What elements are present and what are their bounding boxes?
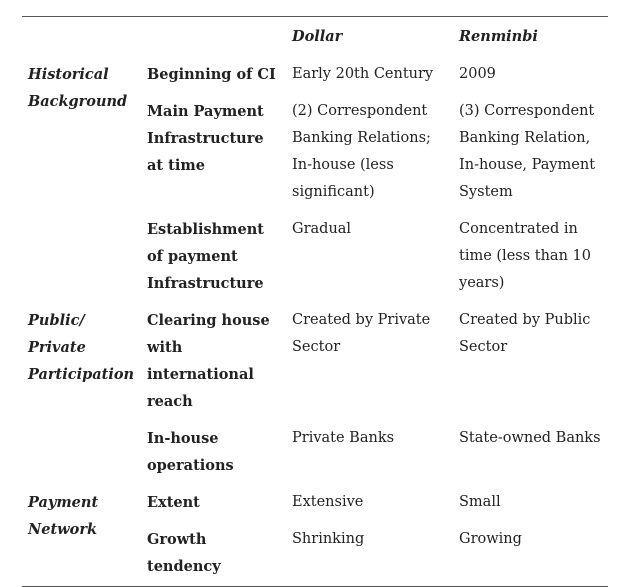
attribute-cell: Clearing house with international reach [147, 312, 270, 410]
comparison-table-container [22, 16, 608, 587]
attribute-cell: In-house operations [147, 430, 234, 474]
attribute-cell: Establishment of payment Infrastructure [147, 221, 264, 292]
header-row [22, 17, 608, 61]
renminbi-cell: (3) Correspondent Banking Relation, In-house, Payment System [459, 103, 596, 200]
renminbi-cell: Growing [459, 531, 522, 547]
dollar-cell: Extensive [292, 494, 364, 510]
dollar-cell: Early 20th Century [292, 66, 434, 82]
table-row [22, 307, 608, 425]
dollar-cell: Gradual [292, 221, 352, 237]
group-label-public-private-participation: Public/ Private Participation [28, 312, 135, 383]
renminbi-cell: Concentrated in time (less than 10 years) [459, 221, 591, 291]
renminbi-cell: State-owned Banks [459, 430, 601, 446]
dollar-cell: Created by Private Sector [292, 312, 431, 355]
dollar-cell: (2) Correspondent Banking Relations; In-house (less significant) [292, 103, 431, 200]
attribute-cell: Beginning of CI [147, 66, 276, 83]
renminbi-cell: Small [459, 494, 501, 510]
dollar-cell: Private Banks [292, 430, 395, 446]
attribute-cell: Main Payment Infrastructure at time [147, 103, 264, 174]
renminbi-cell: 2009 [459, 66, 496, 82]
header-empty-1 [22, 17, 142, 61]
renminbi-cell: Created by Public Sector [459, 312, 591, 355]
header-renminbi: Renminbi [459, 28, 538, 45]
table-row [22, 61, 608, 98]
dollar-cell: Shrinking [292, 531, 365, 547]
group-label-historical-background: Historical Background [28, 66, 128, 110]
table-row [22, 489, 608, 526]
attribute-cell: Growth tendency [147, 531, 221, 575]
header-empty-2 [142, 17, 286, 61]
header-dollar: Dollar [292, 28, 343, 45]
group-label-payment-network: Payment Network [28, 494, 99, 538]
comparison-table [22, 17, 608, 586]
attribute-cell: Extent [147, 494, 200, 511]
